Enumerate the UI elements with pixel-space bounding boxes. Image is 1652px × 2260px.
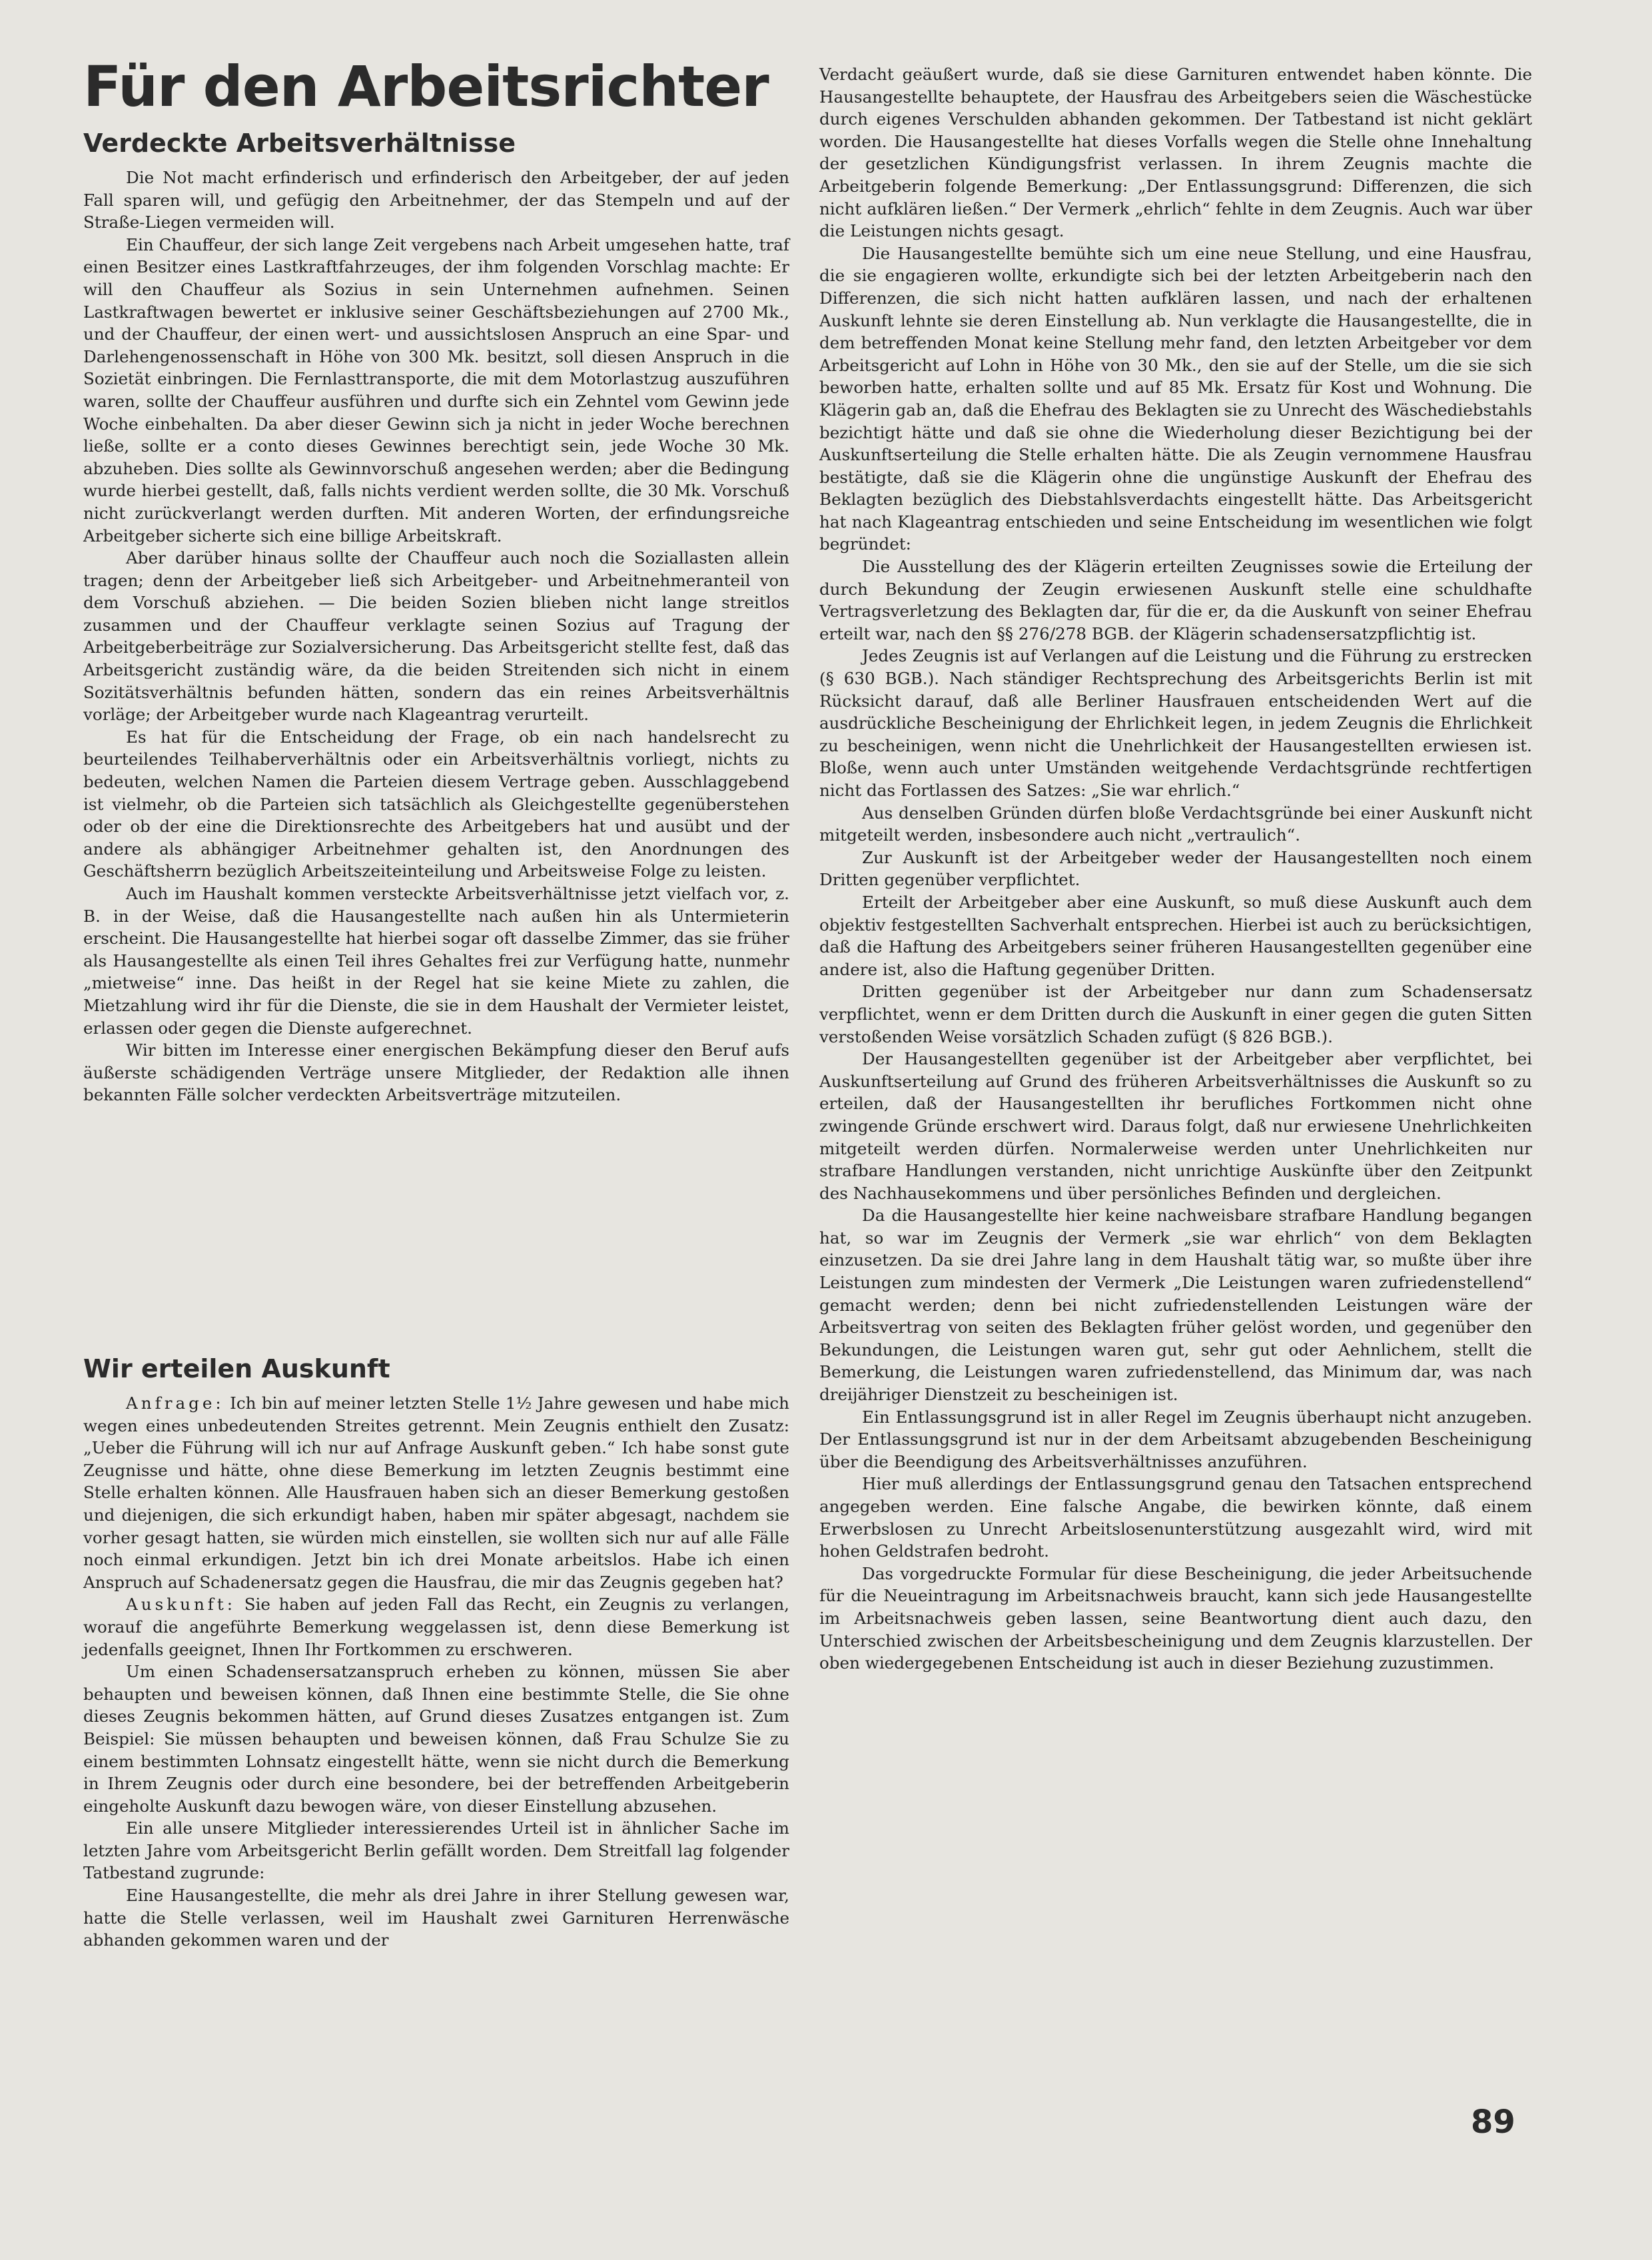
- paragraph: Die Not macht erfinderisch und erfinderisch den Arbeitgeber, der auf jeden Fall sparen will, und gefügig den Arbeitnehmer, der das Stempeln und auf der Straße-Liegen vermeiden will.: [83, 168, 789, 232]
- paragraph: Dritten gegenüber ist der Arbeitgeber nur dann zum Schadensersatz verpflichtet, wenn er dem Dritten durch die Auskunft in einer gegen die guten Sitten verstoßenden Weise vorsätzlich Schaden zufügt (§ 826 BGB.).: [819, 982, 1532, 1046]
- paragraph: Jedes Zeugnis ist auf Verlangen auf die Leistung und die Führung zu erstrecken (§ 630 BGB.). Nach ständiger Rechtsprechung des Arbeitsgerichts Berlin ist mit Rücksicht darauf, daß alle Berliner Hausfrauen entscheidenden Wert auf die ausdrückliche Bescheinigung der Ehrlichkeit legen, in jedem Zeugnis die Ehrlichkeit zu bescheinigen, wenn nicht die Unehrlichkeit der Hausangestellten erwiesen ist. Bloße, wenn auch unter Umständen weitgehende Verdachtsgründe rechtfertigen nicht das Fortlassen des Satzes: „Sie war ehrlich.“: [819, 646, 1532, 800]
- paragraph: Die Ausstellung des der Klägerin erteilten Zeugnisses sowie die Erteilung der durch Bekundung der Zeugin erwiesenen Auskunft stelle eine schuldhafte Vertragsverletzung des Beklagten dar, für die er, da die Auskunft von seiner Ehefrau erteilt war, nach den §§ 276/278 BGB. der Klägerin schadensersatzpflichtig ist.: [819, 557, 1532, 643]
- paragraph: Da die Hausangestellte hier keine nachweisbare strafbare Handlung begangen hat, so war im Zeugnis der Vermerk „sie war ehrlich“ von dem Beklagten einzusetzen. Da sie drei Jahre lang in dem Haushalt tätig war, so mußte über ihre Leistungen zum mindesten der Vermerk „Die Leistungen waren zufriedenstellend“ gemacht werden; denn bei nicht zufriedenstellenden Leistungen wäre der Arbeitsvertrag von seiten des Beklagten früher gelöst worden, und gegenüber den Bekundungen, die Leistungen waren gut, sehr gut oder Aehnlichem, stellt die Bemerkung, die Leistungen waren zufriedenstellend, das Minimum dar, was nach dreijähriger Dienstzeit zu bescheinigen ist.: [819, 1206, 1532, 1405]
- question-paragraph: [83, 1392, 789, 1593]
- section-verdeckte-body: [83, 167, 789, 1106]
- paragraph: Wir bitten im Interesse einer energischen Bekämpfung dieser den Beruf aufs äußerste schädigenden Verträge unsere Mitglieder, der Redaktion alle ihnen bekannten Fälle solcher verdeckten Arbeitsverträge mitzuteilen.: [83, 1040, 789, 1105]
- paragraph: Um einen Schadensersatzanspruch erheben zu können, müssen Sie aber behaupten und beweisen können, daß Ihnen eine bestimmte Stelle, die Sie ohne dieses Zeugnis bekommen hätten, auf Grund dieses Zusatzes entgangen ist. Zum Beispiel: Sie müssen behaupten und beweisen können, daß Frau Schulze Sie zu einem bestimmten Lohnsatz eingestellt hätte, wenn sie nicht durch die Bemerkung in Ihrem Zeugnis oder durch eine besondere, bei der betreffenden Arbeitgeberin eingeholte Auskunft dazu bewogen wäre, von dieser Einstellung abzusehen.: [83, 1662, 789, 1816]
- paragraph: Es hat für die Entscheidung der Frage, ob ein nach handelsrecht zu beurteilendes Teilhaberverhältnis oder ein Arbeitsverhältnis vorliegt, nichts zu bedeuten, welchen Namen die Parteien diesem Vertrage geben. Ausschlaggebend ist vielmehr, ob die Parteien sich tatsächlich als Gleichgestellte gegenüberstehen oder ob der eine die Direktionsrechte des Arbeitgebers hat und ausübt und der andere als abhängiger Arbeitnehmer gehalten ist, den Anordnungen des Geschäftsherrn bezüglich Arbeitszeiteinteilung und Arbeitsweise Folge zu leisten.: [83, 727, 789, 881]
- paragraph: Verdacht geäußert wurde, daß sie diese Garnituren entwendet haben könnte. Die Hausangestellte behauptete, der Hausfrau des Arbeitgebers seien die Wäschestücke durch eigenes Verschulden abhanden gekommen. Der Tatbestand ist nicht geklärt worden. Die Hausangestellte hat dieses Vorfalls wegen die Stelle ohne Innehaltung der gesetzlichen Kündigungsfrist verlassen. In ihrem Zeugnis machte die Arbeitgeberin folgende Bemerkung: „Der Entlassungsgrund: Differenzen, die sich nicht aufklären ließen.“ Der Vermerk „ehrlich“ fehlte in dem Zeugnis. Auch war über die Leistungen nichts gesagt.: [819, 65, 1532, 241]
- paragraph: Aber darüber hinaus sollte der Chauffeur auch noch die Soziallasten allein tragen; denn der Arbeitgeber ließ sich Arbeitgeber- und Arbeitnehmeranteil von dem Vorschuß abziehen. — Die beiden Sozien blieben nicht lange streitlos zusammen und der Chauffeur verklagte seinen Sozius auf Tragung der Arbeitgeberbeiträge zur Sozialversicherung. Das Arbeitsgericht stellte fest, daß das Arbeitsgericht zuständig wäre, da die beiden Streitenden sich nicht in einem Sozitätsverhältnis befunden hätten, sondern das ein reines Arbeitsverhältnis vorläge; der Arbeitgeber wurde nach Klageantrag verurteilt.: [83, 548, 789, 725]
- page-title: Für den Arbeitsrichter: [83, 54, 769, 119]
- paragraph: Hier muß allerdings der Entlassungsgrund genau den Tatsachen entsprechend angegeben werden. Eine falsche Angabe, die bewirken könnte, daß einem Erwerbslosen zu Unrecht Arbeitslosenunterstützung ausgezahlt wird, wird mit hohen Geldstrafen bedroht.: [819, 1474, 1532, 1561]
- section-heading-auskunft: Wir erteilen Auskunft: [83, 1354, 390, 1383]
- section-heading-verdeckte: Verdeckte Arbeitsverhältnisse: [83, 129, 516, 158]
- paragraph: Ein Chauffeur, der sich lange Zeit vergebens nach Arbeit umgesehen hatte, traf einen Besitzer eines Lastkraftfahrzeuges, der ihm folgenden Vorschlag machte: Er will den Chauffeur als Sozius in sein Unternehmen aufnehmen. Seinen Lastkraftwagen bewertet er inklusive seiner Geschäftsbeziehungen auf 2700 Mk., und der Chauffeur, der einen wert- und aussichtslosen Anspruch an eine Spar- und Darlehengenossenschaft in Höhe von 300 Mk. besitzt, soll diesen Anspruch in die Sozietät einbringen. Die Fernlasttransporte, die mit dem Motorlastzug auszuführen waren, sollte der Chauffeur ausführen und durfte sich ein Zehntel vom Gewinn jede Woche einbehalten. Da aber dieser Gewinn sich ja nicht in jeder Woche berechnen ließe, sollte er a conto dieses Gewinnes berechtigt sein, jede Woche 30 Mk. abzuheben. Dies sollte als Gewinnvorschuß angesehen werden; aber die Bedingung wurde hierbei gestellt, daß, falls nichts verdient werden sollte, die 30 Mk. Vorschuß nicht zurückverlangt werden durften. Mit anderen Worten, der erfindungsreiche Arbeitgeber sicherte sich eine billige Arbeitskraft.: [83, 234, 789, 546]
- right-column-body: [819, 63, 1532, 1675]
- paragraph: Eine Hausangestellte, die mehr als drei Jahre in ihrer Stellung gewesen war, hatte die Stelle verlassen, weil im Haushalt zwei Garnituren Herrenwäsche abhanden gekommen waren und der: [83, 1886, 789, 1950]
- paragraph: Zur Auskunft ist der Arbeitgeber weder der Hausangestellten noch einem Dritten gegenüber verpflichtet.: [819, 847, 1532, 890]
- question-text: Ich bin auf meiner letzten Stelle 1½ Jahre gewesen und habe mich wegen eines unbedeutenden Streites getrennt. Mein Zeugnis enthielt den Zusatz: „Ueber die Führung will ich nur auf Anfrage Auskunft geben.“ Ich habe sonst gute Zeugnisse und hätte, ohne diese Bemerkung im letzten Zeugnis bestimmt eine Stelle erhalten können. Alle Hausfrauen haben sich an dieser Bemerkung gestoßen und diejenigen, die sich erkundigt haben, haben mir später abgesagt, nachdem sie vorher gesagt hatten, sie würden mich einstellen, sie wollten sich nur auf alle Fälle noch einmal erkundigen. Jetzt bin ich drei Monate arbeitslos. Habe ich einen Anspruch auf Schadenersatz gegen die Hausfrau, die mir das Zeugnis gegeben hat?: [83, 1393, 789, 1592]
- paragraph: Ein Entlassungsgrund ist in aller Regel im Zeugnis überhaupt nicht anzugeben. Der Entlassungsgrund ist nur in der dem Arbeitsamt abzugebenden Bescheinigung über die Beendigung des Arbeitsverhältnisses anzuführen.: [819, 1407, 1532, 1471]
- page-number: 89: [1471, 2103, 1515, 2141]
- paragraph: Aus denselben Gründen dürfen bloße Verdachtsgründe bei einer Auskunft nicht mitgeteilt werden, insbesondere auch nicht „vertraulich“.: [819, 803, 1532, 845]
- section-auskunft-body: [83, 1392, 789, 1952]
- paragraph: Der Hausangestellten gegenüber ist der Arbeitgeber aber verpflichtet, bei Auskunftserteilung auf Grund des früheren Arbeitsverhältnisses die Auskunft so zu erteilen, daß der Hausangestellten ihr berufliches Fortkommen nicht ohne zwingende Gründe erschwert wird. Daraus folgt, daß nur erwiesene Unehrlichkeiten mitgeteilt werden dürfen. Normalerweise werden unter Unehrlichkeiten nur strafbare Handlungen verstanden, nicht unrichtige Auskünfte über den Zeitpunkt des Nachhausekommens und über persönliches Befinden und dergleichen.: [819, 1049, 1532, 1203]
- answer-paragraph: [83, 1593, 789, 1661]
- paragraph: Erteilt der Arbeitgeber aber eine Auskunft, so muß diese Auskunft auch dem objektiv festgestellten Sachverhalt entsprechen. Hierbei ist auch zu berücksichtigen, daß die Haftung des Arbeitgebers seiner früheren Hausangestellten gegenüber eine andere ist, also die Haftung gegenüber Dritten.: [819, 892, 1532, 979]
- answer-text: Sie haben auf jeden Fall das Recht, ein Zeugnis zu verlangen, worauf die angeführte Bemerkung weggelassen ist, denn diese Bemerkung ist jedenfalls geeignet, Ihnen Ihr Fortkommen zu erschweren.: [83, 1595, 790, 1659]
- paragraph: Das vorgedruckte Formular für diese Bescheinigung, die jeder Arbeitsuchende für die Neueintragung im Arbeitsnachweis braucht, kann sich jede Hausangestellte im Arbeitsnachweis geben lassen, seine Beantwortung dient auch dazu, den Unterschied zwischen der Arbeitsbescheinigung und dem Zeugnis klarzustellen. Der oben wiedergegebenen Entscheidung ist auch in dieser Beziehung zuzustimmen.: [819, 1563, 1532, 1673]
- paragraph: Ein alle unsere Mitglieder interessierendes Urteil ist in ähnlicher Sache im letzten Jahre vom Arbeitsgericht Berlin gefällt worden. Dem Streitfall lag folgender Tatbestand zugrunde:: [83, 1818, 789, 1883]
- paragraph: Auch im Haushalt kommen versteckte Arbeitsverhältnisse jetzt vielfach vor, z. B. in der Weise, daß die Hausangestellte nach außen hin als Untermieterin erscheint. Die Hausangestellte hat hierbei sogar oft dasselbe Zimmer, das sie früher als Hausangestellte als einen Teil ihres Gehaltes frei zur Verfügung hatte, nunmehr „mietweise“ inne. Das heißt in der Regel hat sie keine Miete zu zahlen, die Mietzahlung wird ihr für die Dienste, die sie in dem Haushalt der Vermieter leistet, erlassen oder gegen die Dienste aufgerechnet.: [83, 884, 789, 1038]
- question-label: Anfrage:: [126, 1393, 224, 1413]
- paragraph: Die Hausangestellte bemühte sich um eine neue Stellung, und eine Hausfrau, die sie engagieren wollte, erkundigte sich bei der letzten Arbeitgeberin nach den Differenzen, die sich nicht hatten aufklären lassen, und nach der erhaltenen Auskunft lehnte sie deren Einstellung ab. Nun verklagte die Hausangestellte, die in dem betreffenden Monat keine Stellung mehr fand, den letzten Arbeitgeber vor dem Arbeitsgericht auf Lohn in Höhe von 30 Mk., den sie auf der Stelle, um die sie sich beworben hatte, erhalten sollte und auf 85 Mk. Ersatz für Kost und Wohnung. Die Klägerin gab an, daß die Ehefrau des Beklagten sie zu Unrecht des Wäschediebstahls bezichtigt hätte und daß sie ohne die Wiederholung dieser Bezichtigung bei der Auskunftserteilung die Stelle erhalten hätte. Die als Zeugin vernommene Hausfrau bestätigte, daß sie die Klägerin ohne die ungünstige Auskunft der Ehefrau des Beklagten bezüglich des Diebstahlsverdachts eingestellt hätte. Das Arbeitsgericht hat nach Klageantrag entschieden und seine Entscheidung im wesentlichen wie folgt begründet:: [819, 243, 1532, 554]
- answer-label: Auskunft:: [126, 1595, 236, 1615]
